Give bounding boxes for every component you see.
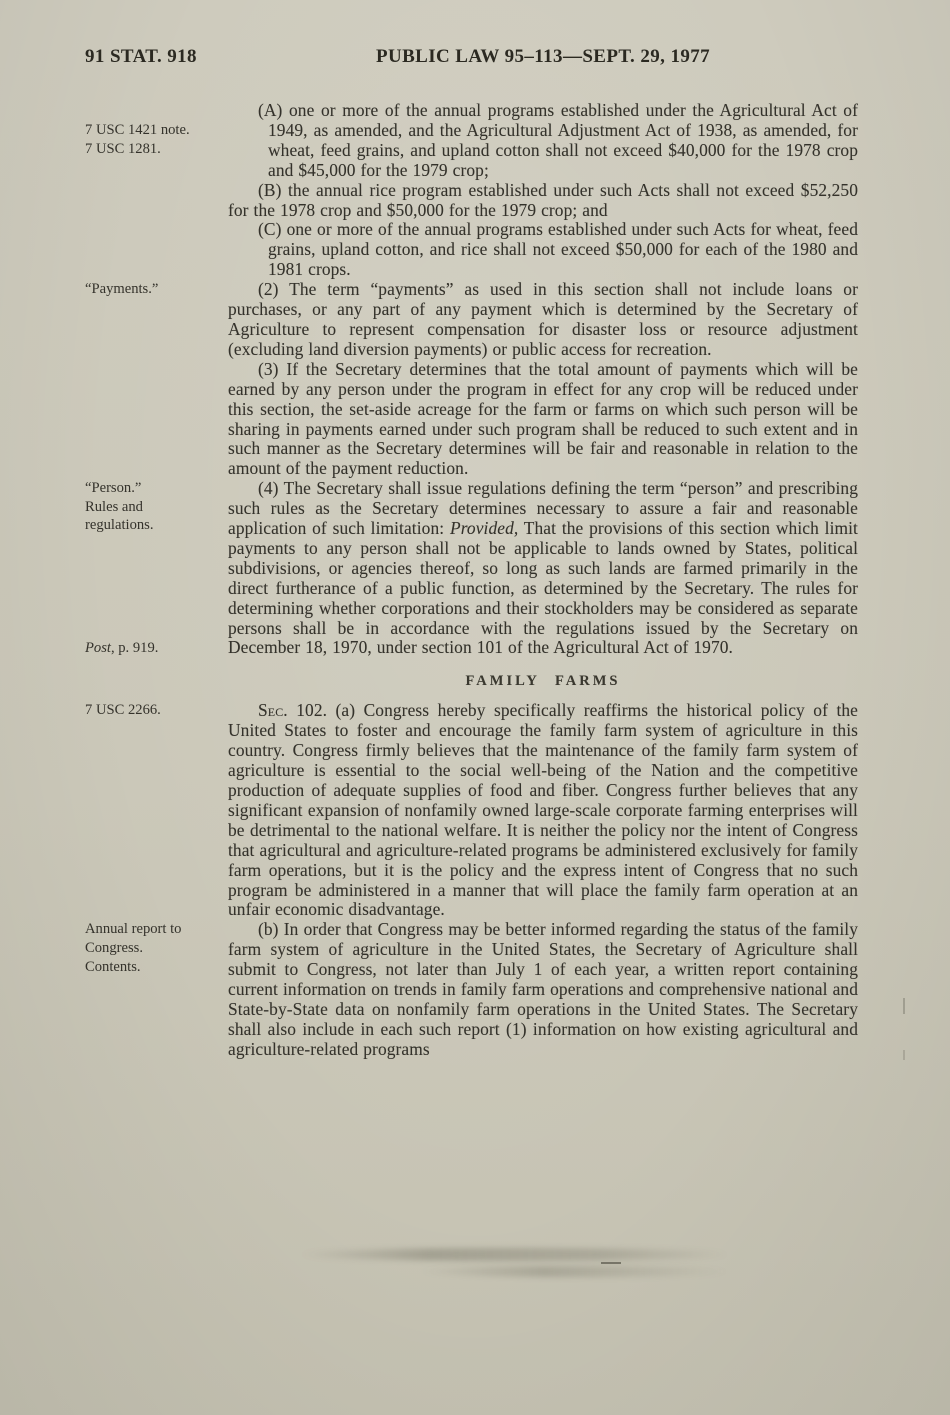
body-column — [228, 360, 858, 479]
margin-notes-column — [85, 920, 228, 1059]
margin-note — [85, 498, 216, 517]
text-run: (b) In order that Congress may be better informed regarding the status of the family farm system of agriculture in the United States, the Secretary of Agriculture shall submit to Congress, not later than July 1 of each year, a written report containing current information on trends in family farm operations and comprehensive national and State-by-State data on nonfamily farm operations in the United States. The Secretary shall also include in each such report (1) information on how existing agricultural and agriculture-related programs — [228, 919, 858, 1059]
margin-note — [85, 958, 216, 977]
margin-note — [85, 939, 216, 958]
text-run: Contents. — [85, 958, 141, 975]
block-row — [85, 920, 858, 1059]
block-row — [85, 701, 858, 920]
margin-note — [85, 701, 216, 720]
bleed-through-artifact — [420, 1266, 730, 1277]
margin-notes-column — [85, 220, 228, 280]
body-column — [228, 701, 858, 920]
stray-dash-artifact — [601, 1262, 621, 1264]
margin-note — [85, 280, 216, 299]
text-run: “Payments.” — [85, 281, 159, 298]
margin-notes-column — [85, 701, 228, 920]
text-run: (3) If the Secretary determines that the total amount of payments which will be earned by any person under the program in effect for any crop will be reduced under this section, the set-aside acreage for the farm or farms on which such person will be sharing in payments earned under such program shall be reduced to such extent and in such manner as the Secretary determines will be fair and reasonable in relation to the amount of the payment reduction. — [228, 358, 858, 479]
text-run: 7 USC 1281. — [85, 140, 161, 157]
margin-notes-column — [85, 280, 228, 360]
block-row — [85, 280, 858, 360]
text-run: , p. 919. — [110, 639, 159, 656]
paragraph — [228, 181, 858, 221]
text-run: Rules and — [85, 498, 143, 515]
stat-page-number: 91 STAT. 918 — [85, 46, 197, 67]
margin-note — [85, 920, 216, 939]
body-column — [228, 479, 858, 658]
paragraph — [228, 920, 858, 1059]
block-row — [85, 101, 858, 181]
text-run: 7 USC 2266. — [85, 702, 161, 719]
section-heading: FAMILY FARMS — [465, 673, 621, 690]
text-run: regulations. — [85, 517, 154, 534]
block-row — [85, 220, 858, 280]
body-column — [228, 181, 858, 221]
text-run: Annual report to — [85, 921, 182, 938]
body-column — [228, 920, 858, 1059]
bleed-through-artifact — [300, 1248, 730, 1261]
text-run: (A) one or more of the annual programs established under the Agricultural Act of 1949, as amended, and the Agricultural Adjustment Act of 1938, as amended, for wheat, feed grains, and upland cotton shall not exceed $40,000 for the 1978 crop and $45,000 for the 1979 crop; — [258, 100, 858, 180]
paragraph — [258, 219, 858, 280]
block-row — [85, 360, 858, 479]
text-run: 7 USC 1421 note. — [85, 122, 190, 138]
text-run: “Person.” — [85, 480, 142, 497]
text-run: 102. (a) Congress hereby specifically reaffirms the historical policy of the United States to foster and encourage the family farm system of agriculture in this country. Congress firmly believes that the maintenance of the family farm system of agriculture is essential to the social well-being of the Nation and the competitive production of adequate supplies of food and fiber. Congress further believes that any significant expansion of nonfamily owned large-scale corporate farming enterprises will be detrimental to the national welfare. It is neither the policy nor the intent of Congress that agricultural and agriculture-related programs be administered exclusively for family farm operations, but it is the policy and the express intent of Congress that no such program be administered in a manner that will place the family farm operation at an unfair economic disadvantage. — [228, 700, 858, 920]
margin-notes-column — [85, 360, 228, 479]
paragraph — [228, 479, 858, 658]
body-column — [228, 280, 858, 360]
paragraph — [228, 280, 858, 360]
text-run: Provided, — [449, 518, 519, 539]
margin-note — [85, 639, 158, 658]
public-law-title: PUBLIC LAW 95–113—SEPT. 29, 1977 — [375, 46, 711, 67]
margin-note — [85, 121, 216, 140]
block-row — [85, 658, 858, 701]
margin-note — [85, 516, 216, 535]
document-body — [0, 68, 950, 1060]
text-run: Post — [85, 639, 111, 656]
text-run: Sec. — [258, 700, 288, 721]
paragraph — [258, 100, 858, 181]
text-run: (2) The term “payments” as used in this section shall not include loans or purchases, or any part of any payment which is determined by the Secretary of Agriculture to represent compensation for disaster loss or resource adjustment (excluding land diversion payments) or public access for recreation. — [228, 279, 858, 359]
text-run: (C) one or more of the annual programs established under such Acts for wheat, feed grains, upland cotton, and rice shall not exceed $50,000 for each of the 1980 and 1981 crops. — [258, 219, 858, 280]
body-column — [228, 101, 858, 181]
margin-note — [85, 479, 216, 498]
running-head — [0, 0, 950, 68]
margin-notes-column — [85, 479, 228, 658]
text-run: (B) the annual rice program established under such Acts shall not exceed $52,250 for the 1978 crop and $50,000 for the 1979 crop; and — [228, 179, 858, 220]
body-column — [228, 220, 858, 280]
paragraph — [228, 360, 858, 479]
text-run: Congress. — [85, 939, 143, 956]
margin-notes-column — [85, 101, 228, 181]
block-row — [85, 479, 858, 658]
paragraph — [228, 701, 858, 920]
text-run: (4) The Secretary shall issue regulations defining the term “person” and prescribing such rules as the Secretary determines necessary to assure a fair and reasonable application of such limitation: — [228, 478, 858, 539]
margin-note — [85, 140, 216, 159]
body-column — [228, 658, 858, 701]
block-row — [85, 181, 858, 221]
margin-notes-column — [85, 658, 228, 701]
text-run: That the provisions of this section which limit payments to any person shall not be applicable to lands owned by States, political subdivisions, or agencies thereof, so long as such lands are farmed primarily in the direct furtherance of a public function, as determined by the Secretary. The rules for determining whether corporations and their stockholders may be considered as separate persons shall be in accordance with the regulations issued by the Secretary on December 18, 1970, under section 101 of the Agricultural Act of 1970. — [228, 518, 858, 658]
margin-notes-column — [85, 181, 228, 221]
